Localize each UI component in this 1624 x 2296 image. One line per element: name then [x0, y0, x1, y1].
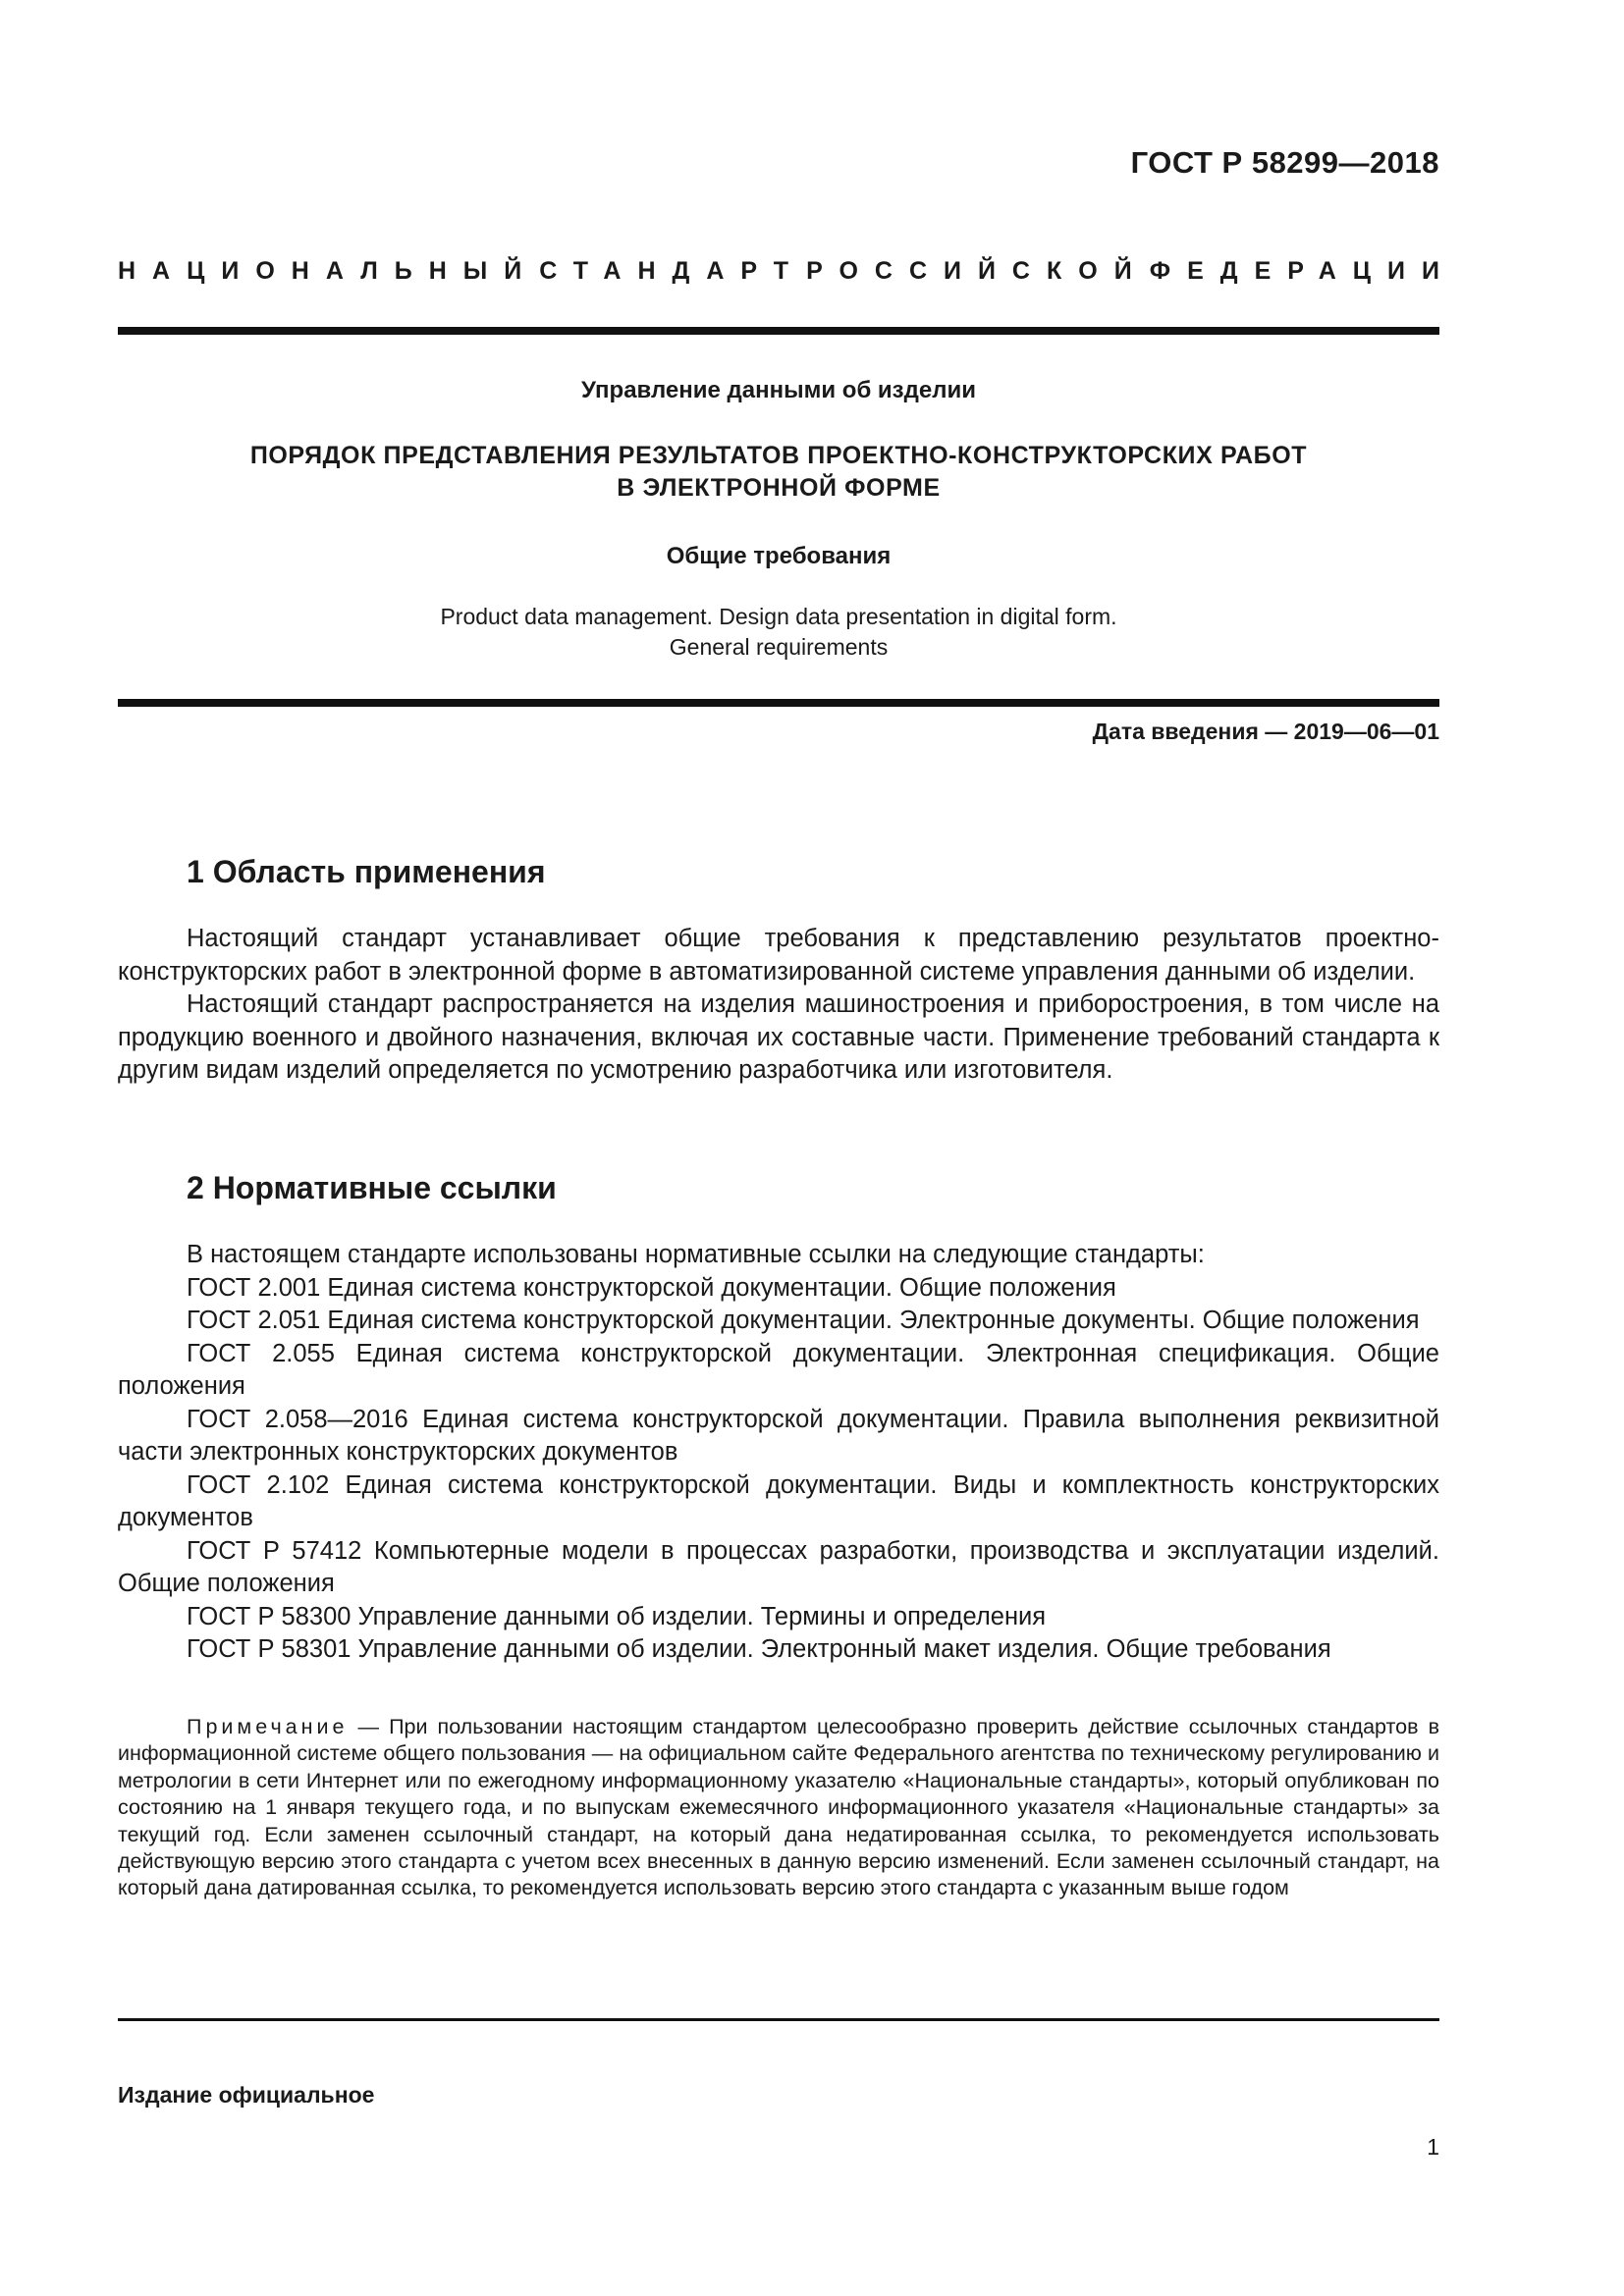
- footer-divider: [118, 2018, 1439, 2021]
- national-standard-banner: [118, 257, 1456, 286]
- document-number: ГОСТ Р 58299—2018: [1130, 145, 1439, 180]
- normative-references: [118, 1239, 1439, 1667]
- english-title: [118, 602, 1439, 663]
- page-number: 1: [1427, 2134, 1439, 2160]
- english-title-line: General requirements: [669, 634, 889, 660]
- reference-item: ГОСТ 2.051 Единая система конструкторской документации. Электронные документы. Общие положения: [187, 1307, 1420, 1334]
- section-heading-scope: 1 Область применения: [187, 854, 546, 889]
- subject-heading: Управление данными об изделии: [581, 377, 976, 403]
- document-title: [118, 440, 1439, 505]
- reference-item: ГОСТ 2.058—2016 Единая система конструкторской документации. Правила выполнения реквизитной части электронных конструкторских документов: [118, 1405, 1439, 1466]
- reference-item: ГОСТ 2.001 Единая система конструкторской документации. Общие положения: [187, 1273, 1116, 1302]
- section-heading-references: 2 Нормативные ссылки: [187, 1170, 557, 1205]
- note-label: Примечание: [187, 1715, 349, 1738]
- document-subtitle: Общие требования: [666, 543, 892, 569]
- title-line: В ЭЛЕКТРОННОЙ ФОРМЕ: [617, 474, 941, 502]
- banner-word: РОССИЙСКОЙ: [806, 257, 1149, 285]
- reference-item: ГОСТ Р 58300 Управление данными об изделии. Термины и определения: [187, 1602, 1047, 1630]
- reference-item: ГОСТ 2.102 Единая система конструкторской документации. Виды и комплектность конструкторских документов: [118, 1470, 1439, 1531]
- references-note: [118, 1714, 1439, 1902]
- note-text: — При пользовании настоящим стандартом целесообразно проверить действие ссылочных стандартов в информационной системе общего пользования — на официальном сайте Федерального агентства по техническому регулированию и метрологии в сети Интернет или по ежегодному информационному указателю «Национальные стандарты», который опубликован по состоянию на 1 января текущего года, и по выпускам ежемесячного информационного указателя «Национальные стандарты» за текущий год. Если заменен ссылочный стандарт, на который дана недатированная ссылка, то рекомендуется использовать действующую версию этого стандарта с учетом всех внесенных в данную версию изменений. Если заменен ссылочный стандарт, на который дана датированная ссылка, то рекомендуется использовать версию этого стандарта с указанным выше годом: [118, 1715, 1439, 1900]
- title-divider: [118, 699, 1439, 707]
- reference-item: ГОСТ 2.055 Единая система конструкторской документации. Электронная спецификация. Общие положения: [118, 1339, 1439, 1400]
- paragraph: Настоящий стандарт распространяется на изделия машиностроения и приборостроения, в том числе на продукцию военного и двойного назначения, включая их составные части. Применение требований стандарта к другим видам изделий определяется по усмотрению разработчика или изготовителя.: [118, 990, 1439, 1084]
- introduction-date: Дата введения — 2019—06—01: [1092, 719, 1439, 744]
- english-title-line: Product data management. Design data presentation in digital form.: [440, 604, 1117, 629]
- reference-item: ГОСТ Р 57412 Компьютерные модели в процессах разработки, производства и эксплуатации изделий. Общие положения: [118, 1536, 1439, 1597]
- banner-word: НАЦИОНАЛЬНЫЙ: [118, 257, 539, 285]
- references-intro: В настоящем стандарте использованы нормативные ссылки на следующие стандарты:: [187, 1241, 1205, 1268]
- reference-item: ГОСТ Р 58301 Управление данными об изделии. Электронный макет изделия. Общие требования: [187, 1635, 1331, 1663]
- title-line: ПОРЯДОК ПРЕДСТАВЛЕНИЯ РЕЗУЛЬТАТОВ ПРОЕКТНО-КОНСТРУКТОРСКИХ РАБОТ: [249, 442, 1308, 469]
- top-divider: [118, 327, 1439, 335]
- scope-text: [118, 923, 1439, 1088]
- banner-word: СТАНДАРТ: [539, 257, 806, 285]
- banner-word: ФЕДЕРАЦИИ: [1149, 257, 1456, 285]
- official-edition-label: Издание официальное: [118, 2082, 375, 2108]
- paragraph: Настоящий стандарт устанавливает общие требования к представлению результатов проектно-конструкторских работ в электронной форме в автоматизированной системе управления данными об изделии.: [118, 925, 1439, 986]
